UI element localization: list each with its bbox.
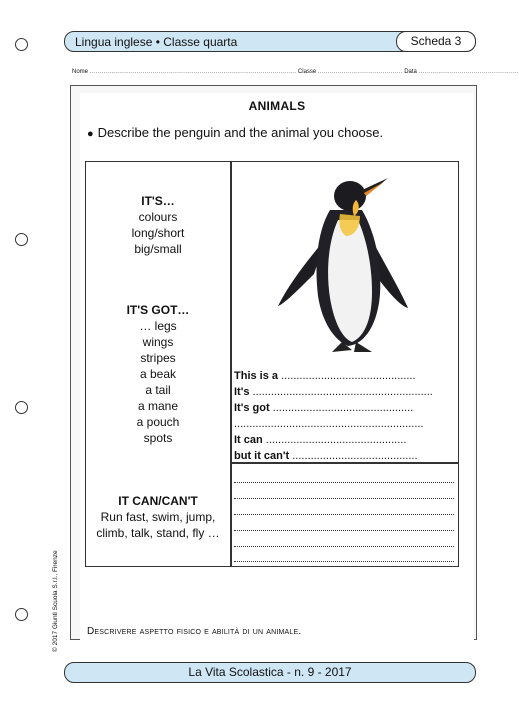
binder-hole-icon bbox=[15, 401, 28, 414]
list-item: colours bbox=[138, 210, 178, 224]
writing-line bbox=[234, 561, 454, 562]
its-got-line: It's got .............................................. bbox=[234, 402, 414, 414]
list-item: a pouch bbox=[136, 415, 180, 429]
writing-line bbox=[234, 530, 454, 531]
header-subject: Lingua inglese • Classe quarta bbox=[75, 35, 238, 49]
writing-line bbox=[234, 482, 454, 483]
list-item: stripes bbox=[140, 351, 176, 365]
bullet-icon: ● bbox=[87, 128, 94, 140]
list-item: spots bbox=[143, 431, 173, 445]
list-item: a beak bbox=[139, 367, 177, 381]
caption: Descrivere aspetto fisico e abilità di un animale. bbox=[87, 626, 302, 637]
list-item: wings bbox=[142, 335, 174, 349]
sheet-number: Scheda 3 bbox=[396, 31, 476, 52]
writing-line bbox=[234, 498, 454, 499]
its-line: It's ........................................................... bbox=[234, 386, 433, 398]
list-item: climb, talk, stand, fly … bbox=[96, 526, 220, 540]
list-item: a mane bbox=[137, 399, 179, 413]
list-item: big/small bbox=[134, 242, 182, 256]
list-item: … legs bbox=[139, 319, 177, 333]
list-item: a tail bbox=[145, 383, 171, 397]
list-item: Run fast, swim, jump, bbox=[100, 510, 216, 524]
student-fields: Nome ......................................................................................................... Classe ........................................... Data ................................................... bbox=[72, 69, 519, 75]
its-section bbox=[87, 194, 229, 257]
blank-line: .............................................................. bbox=[234, 418, 424, 430]
header-bar bbox=[64, 31, 476, 52]
list-item: long/short bbox=[131, 226, 185, 240]
writing-line bbox=[234, 546, 454, 547]
nome-label: Nome bbox=[72, 69, 89, 75]
this-is-line: This is a ............................................ bbox=[234, 370, 416, 382]
table-divider bbox=[230, 462, 459, 464]
data-label: Data bbox=[404, 69, 417, 75]
instruction: ● Describe the penguin and the animal you choose. bbox=[87, 125, 384, 140]
it-can-line: It can .............................................. bbox=[234, 434, 407, 446]
its-heading: IT'S… bbox=[141, 194, 175, 208]
copyright-side: © 2017 Giunti Scuola S.r.l., Firenze bbox=[52, 550, 59, 652]
classe-label: Classe bbox=[297, 69, 317, 75]
penguin-icon bbox=[268, 170, 418, 360]
its-got-heading: IT'S GOT… bbox=[126, 303, 190, 317]
binder-hole-icon bbox=[15, 608, 28, 621]
table-divider bbox=[230, 161, 232, 567]
worksheet-title: ANIMALS bbox=[248, 99, 306, 113]
binder-hole-icon bbox=[15, 233, 28, 246]
binder-hole-icon bbox=[15, 38, 28, 51]
it-can-section bbox=[87, 494, 229, 541]
writing-line bbox=[234, 514, 454, 515]
its-got-section bbox=[87, 303, 229, 446]
footer-bar: La Vita Scolastica - n. 9 - 2017 bbox=[64, 662, 476, 683]
but-cant-line: but it can't ......................................... bbox=[234, 450, 418, 462]
it-can-heading: IT CAN/CAN'T bbox=[118, 494, 198, 508]
